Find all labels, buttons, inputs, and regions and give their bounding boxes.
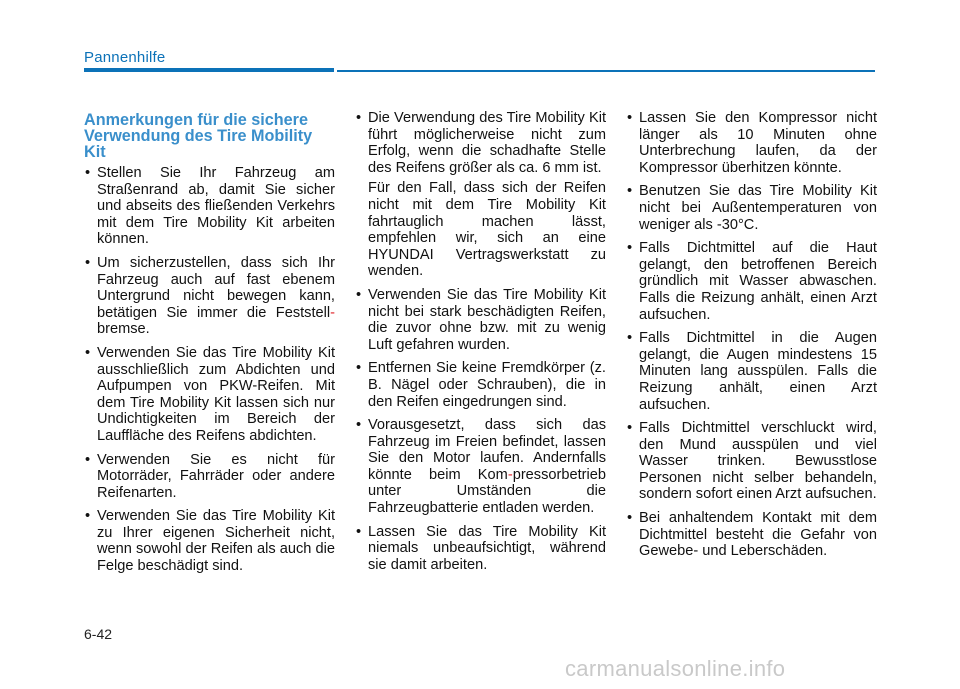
bullet-icon: • — [627, 420, 633, 437]
bullet-icon: • — [627, 183, 633, 200]
bullet-icon: • — [85, 165, 91, 181]
list-item — [626, 420, 877, 503]
list-item — [626, 183, 877, 233]
column-1 — [84, 112, 335, 582]
list-item — [355, 417, 606, 517]
bullet-icon: • — [356, 286, 362, 303]
bullet-list-1 — [84, 165, 335, 575]
list-item-text: Verwenden Sie es nicht für Motorräder, Fahrräder oder andere Reifenarten. — [97, 451, 335, 501]
list-item — [84, 165, 335, 248]
hyphen-mark: - — [330, 304, 335, 321]
bullet-list-3 — [626, 110, 877, 560]
list-item-continuation: Für den Fall, dass sich der Reifen nicht mit dem Tire Mobility Kit fahrtauglich machen lässt, empfehlen wir, sich an eine HYUNDAI Vertragswerkstatt zu wenden. — [368, 180, 606, 280]
list-item — [626, 330, 877, 413]
bullet-icon: • — [356, 360, 362, 377]
bullet-icon: • — [627, 510, 633, 527]
list-item-text: Verwenden Sie das Tire Mobility Kit zu Ihrer eigenen Sicherheit nicht, wenn sowohl der Reifen als auch die Felge beschädigt sind. — [97, 508, 335, 575]
list-item — [626, 110, 877, 176]
bullet-icon: • — [85, 344, 91, 361]
chapter-title: Pannenhilfe — [84, 49, 166, 66]
list-item — [84, 255, 335, 338]
list-item — [355, 110, 606, 176]
column-2 — [355, 110, 606, 580]
list-item-text: Lassen Sie den Kompressor nicht länger als 10 Minuten ohne Unterbrechung laufen, da der Kompressor überhitzen könnte. — [639, 110, 877, 176]
header-rule-thick — [84, 68, 334, 72]
page-number: 6-42 — [84, 626, 113, 642]
bullet-icon: • — [356, 523, 362, 540]
list-item — [355, 524, 606, 574]
list-item-text: Um sicherzustellen, dass sich Ihr Fahrzeug auch auf fast ebenem Untergrund nicht bewegen kann, betätigen Sie immer die Feststell-bremse. — [97, 254, 335, 338]
list-item — [355, 360, 606, 410]
list-item-text: Falls Dichtmittel verschluckt wird, den Mund ausspülen und viel Wasser trinken. Bewusstlose Personen nicht selber behandeln, sondern sofort einen Arzt aufsuchen. — [639, 420, 877, 503]
list-item-text: Falls Dichtmittel auf die Haut gelangt, den betroffenen Bereich gründlich mit Wasser abwaschen. Falls die Reizung anhält, einen Arzt aufsuchen. — [639, 240, 877, 323]
bullet-icon: • — [356, 110, 362, 126]
list-item-text: Benutzen Sie das Tire Mobility Kit nicht bei Außentemperaturen von weniger als -30°C. — [639, 183, 877, 233]
list-item-text: Falls Dichtmittel in die Augen gelangt, die Augen mindestens 15 Minuten lang ausspülen. Falls die Reizung anhält, einen Arzt aufsuchen. — [639, 330, 877, 413]
bullet-icon: • — [627, 240, 633, 257]
bullet-icon: • — [85, 254, 91, 271]
list-item-text: Verwenden Sie das Tire Mobility Kit ausschließlich zum Abdichten und Aufpumpen von PKW-Reifen. Mit dem Tire Mobility Kit lassen sich nur Undichtigkeiten im Bereich der Lauffläche des Reifens abdichten. — [97, 344, 335, 444]
list-item — [84, 452, 335, 502]
list-item — [626, 240, 877, 323]
list-item — [84, 345, 335, 445]
list-item-text: Lassen Sie das Tire Mobility Kit niemals unbeaufsichtigt, während sie damit arbeiten. — [368, 523, 606, 573]
list-item-text: Entfernen Sie keine Fremdkörper (z. B. Nägel oder Schrauben), die in den Reifen eingedrungen sind. — [368, 360, 606, 410]
list-item-text: Stellen Sie Ihr Fahrzeug am Straßenrand ab, damit Sie sicher und abseits des fließenden Verkehrs mit dem Tire Mobility Kit arbeiten können. — [97, 165, 335, 248]
column-3 — [626, 110, 877, 567]
list-item — [355, 287, 606, 353]
hyphen-mark: - — [507, 466, 513, 483]
list-item-text: Verwenden Sie das Tire Mobility Kit nicht bei stark beschädigten Reifen, die zuvor ohne bzw. mit zu wenig Luft gefahren wurden. — [368, 286, 606, 353]
bullet-icon: • — [627, 330, 633, 347]
list-item-text: Vorausgesetzt, dass sich das Fahrzeug im Freien befindet, lassen Sie den Motor laufen. Andernfalls könnte beim Kom-pressorbetrieb unter Umständen die Fahrzeugbatterie entladen werden. — [368, 417, 606, 517]
list-item-text: Bei anhaltendem Kontakt mit dem Dichtmittel besteht die Gefahr von Gewebe- und Leberschäden. — [639, 510, 877, 560]
list-item — [626, 510, 877, 560]
bullet-list-2b — [355, 287, 606, 574]
watermark: carmanualsonline.info — [565, 656, 786, 681]
bullet-icon: • — [627, 110, 633, 126]
bullet-icon: • — [85, 508, 91, 525]
list-item — [84, 508, 335, 574]
bullet-icon: • — [356, 417, 362, 434]
bullet-list-2 — [355, 110, 606, 176]
header-rule-thin — [337, 70, 875, 72]
section-heading: Anmerkungen für die sichere Verwendung des Tire Mobility Kit — [84, 111, 313, 161]
list-item-text: Die Verwendung des Tire Mobility Kit führt möglicherweise nicht zum Erfolg, wenn die schadhafte Stelle des Reifens größer als ca. 6 mm ist. — [368, 110, 606, 176]
bullet-icon: • — [85, 451, 91, 468]
